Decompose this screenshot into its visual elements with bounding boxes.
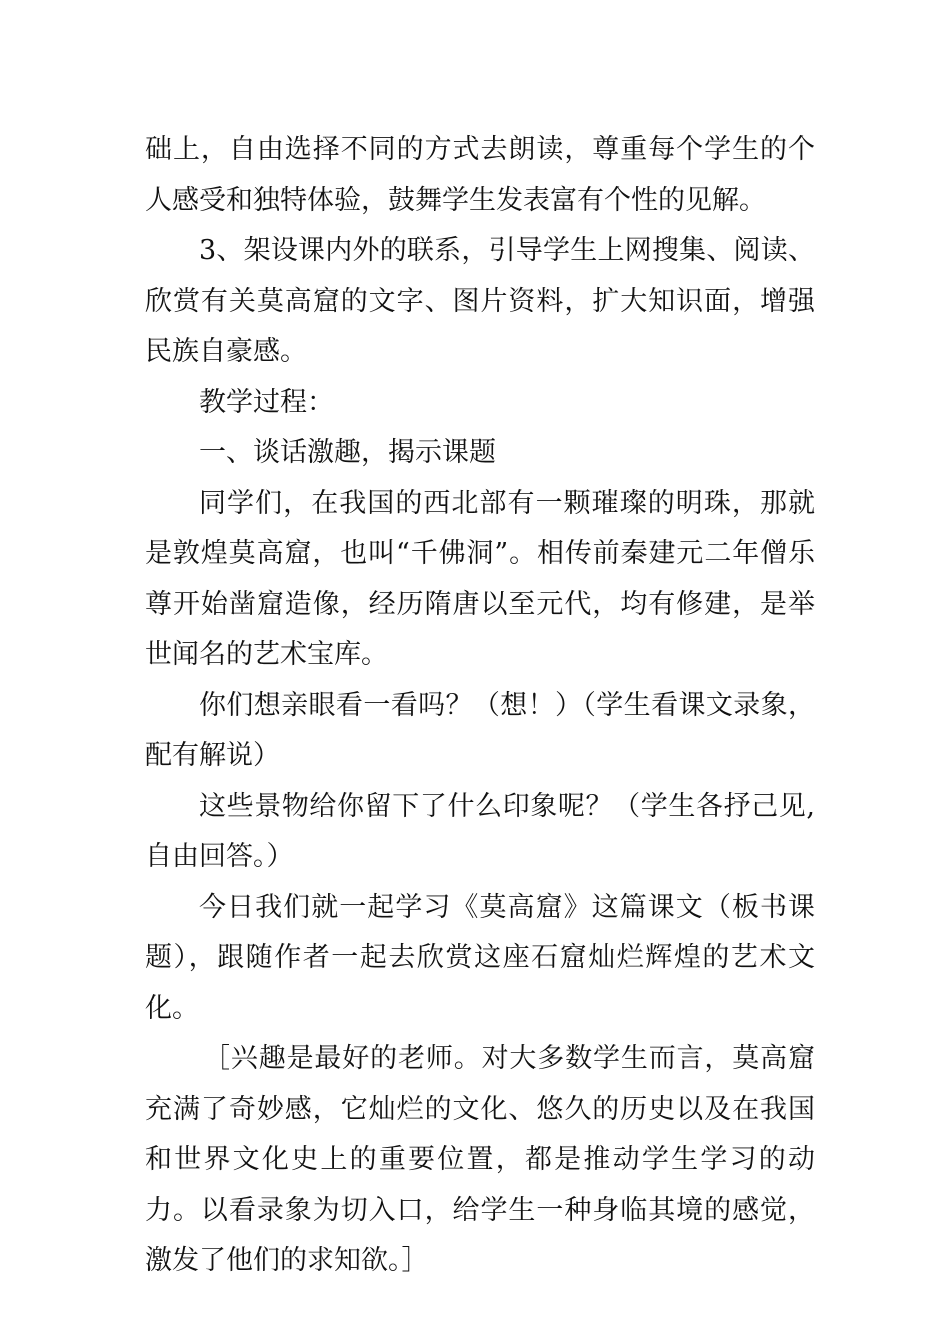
paragraph-lesson-intro: 今日我们就一起学习《莫高窟》这篇课文（板书课题），跟随作者一起去欣赏这座石窟灿烂辉煌的艺术文化。 [145,891,815,1024]
paragraph-question-watch: 你们想亲眼看一看吗？（想！）（学生看课文录象，配有解说） [145,689,815,771]
paragraph-objective-3: 3、架设课内外的联系，引导学生上网搜集、阅读、欣赏有关莫高窟的文字、图片资料，扩大知识面，增强民族自豪感。 [145,235,815,367]
section-heading-teaching-process: 教学过程： [199,386,334,418]
paragraph-introduction: 同学们，在我国的西北部有一颗璀璨的明珠，那就是敦煌莫高窟，也叫“千佛洞”。相传前秦建元二年僧乐尊开始凿窟造像，经历隋唐以至元代，均有修建，是举世闻名的艺术宝库。 [145,487,815,670]
paragraph-teaching-note: ［兴趣是最好的老师。对大多数学生而言，莫高窟充满了奇妙感，它灿烂的文化、悠久的历史以及在我国和世界文化史上的重要位置，都是推动学生学习的动力。以看录象为切入口，给学生一种身临其境的感觉，激发了他们的求知欲。］ [145,1043,815,1276]
paragraph-question-impression: 这些景物给你留下了什么印象呢？（学生各抒己见,自由回答。） [145,790,815,872]
section-heading-step-1: 一、谈话激趣，揭示课题 [199,437,496,468]
paragraph-continuation: 础上，自由选择不同的方式去朗读，尊重每个学生的个人感受和独特体验，鼓舞学生发表富有个性的见解。 [145,134,815,216]
document-body [145,125,815,1287]
